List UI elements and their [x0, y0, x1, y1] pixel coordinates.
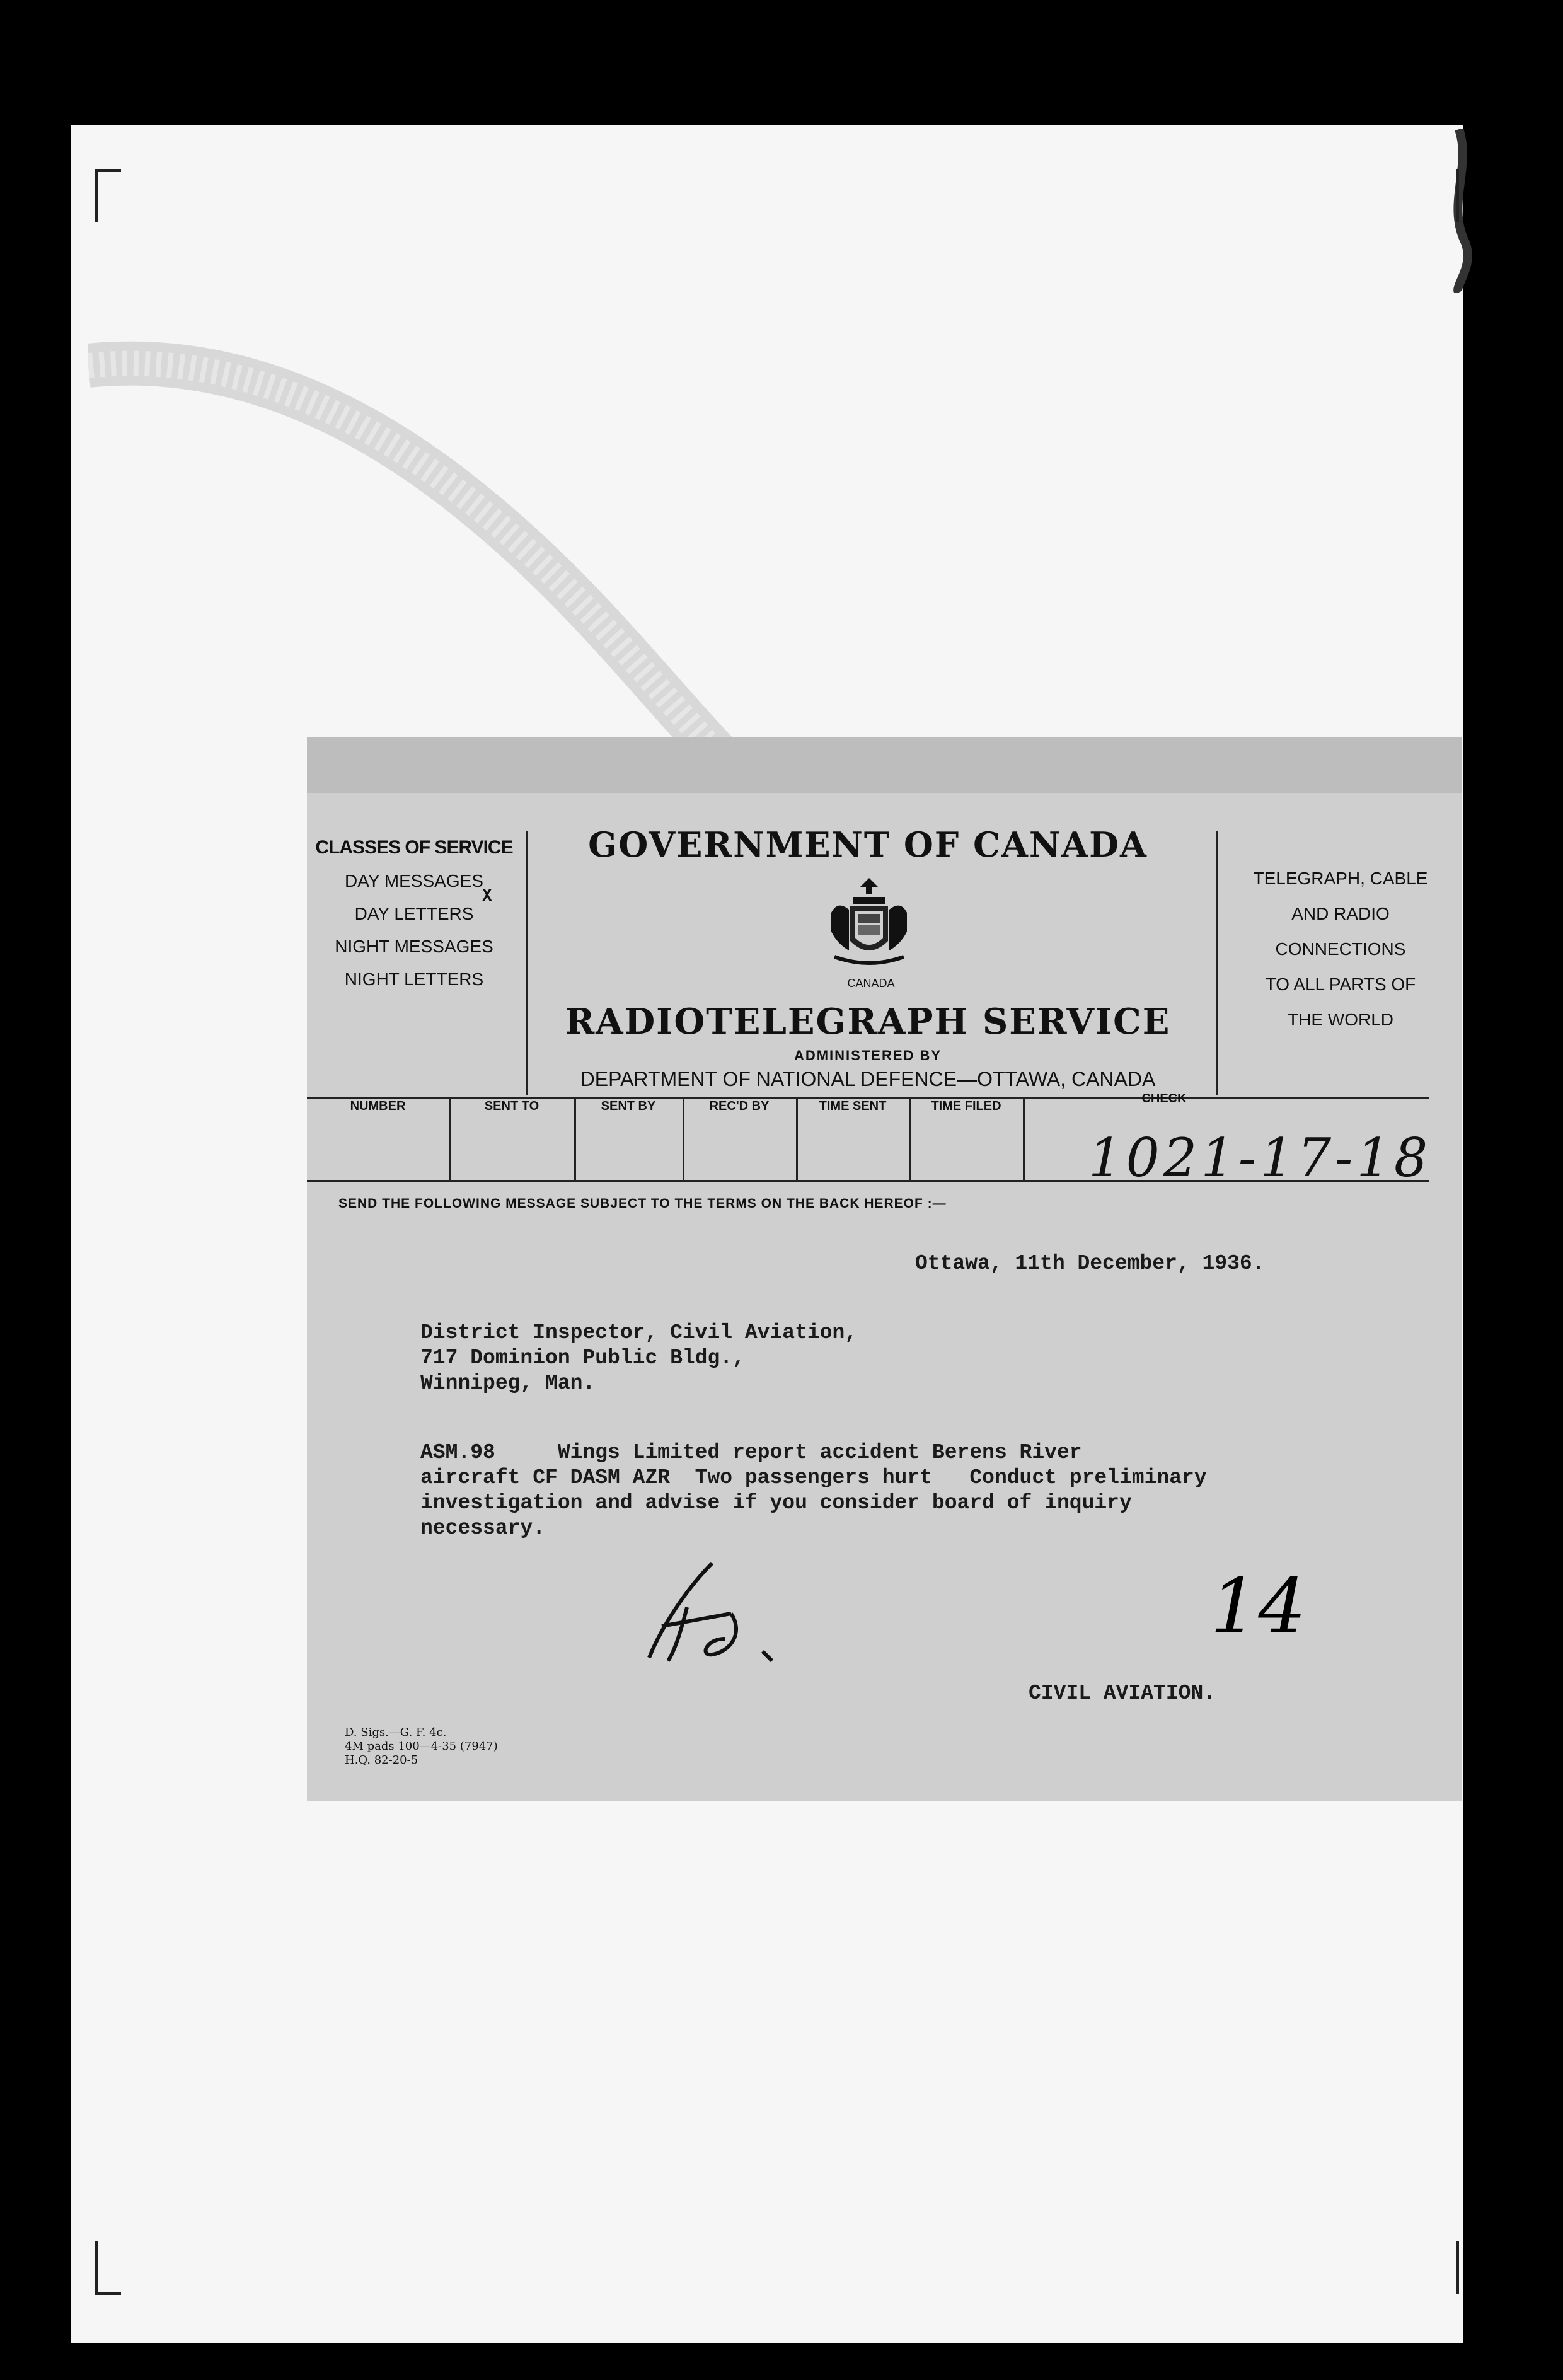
address-line: 717 Dominion Public Bldg., [420, 1346, 745, 1370]
column-sent-by: SENT BY [601, 1099, 656, 1113]
edge-stain [1440, 129, 1478, 293]
column-check: CHECK [1141, 1092, 1187, 1106]
class-selection-mark: X [482, 886, 492, 905]
form-shadow [307, 737, 1462, 797]
rope-stain [88, 340, 782, 807]
classes-title: CLASSES OF SERVICE [315, 837, 513, 858]
connections-box [1221, 869, 1460, 1045]
table-top-rule [307, 1097, 1429, 1099]
class-item: NIGHT MESSAGES [335, 937, 493, 956]
body-line: necessary. [420, 1516, 546, 1540]
form-code-line: 4M pads 100—4-35 (7947) [345, 1740, 498, 1753]
check-number-handwritten: 1021-17-18 [1088, 1127, 1432, 1189]
body-line: aircraft CF DASM AZR Two passengers hurt Conduct preliminary [420, 1466, 1207, 1489]
column-time-filed: TIME FILED [931, 1099, 1001, 1113]
connections-line: THE WORLD [1288, 1010, 1393, 1029]
column-time-sent: TIME SENT [819, 1099, 887, 1113]
crop-mark-top-right [1456, 169, 1459, 222]
signature-initial: 14 [1210, 1563, 1306, 1651]
crop-mark-top-left-h [95, 169, 121, 172]
form-code-line: D. Sigs.—G. F. 4c. [345, 1726, 447, 1739]
class-item: NIGHT LETTERS [344, 969, 484, 989]
sender-line: CIVIL AVIATION. [1029, 1682, 1216, 1705]
address-line: Winnipeg, Man. [420, 1372, 596, 1395]
department: DEPARTMENT OF NATIONAL DEFENCE—OTTAWA, CANADA [580, 1068, 1156, 1090]
crest-caption: CANADA [847, 977, 895, 990]
divider [1216, 831, 1218, 1095]
administered-by: ADMINISTERED BY [793, 1048, 942, 1063]
send-note: SEND THE FOLLOWING MESSAGE SUBJECT TO THE TERMS ON THE BACK HEREOF :— [338, 1196, 947, 1211]
classes-of-service [307, 837, 521, 1026]
connections-line: TELEGRAPH, CABLE [1253, 869, 1428, 888]
connections-line: TO ALL PARTS OF [1265, 974, 1416, 994]
crop-mark-bottom-left [95, 2241, 98, 2294]
address-line: District Inspector, Civil Aviation, [420, 1321, 858, 1344]
class-item: DAY LETTERS [354, 904, 474, 923]
service-title: RADIOTELEGRAPH SERVICE [565, 1001, 1171, 1043]
government-title: GOVERNMENT OF CANADA [588, 824, 1148, 865]
crop-mark-top-left [95, 169, 98, 222]
column-recd-by: REC'D BY [709, 1099, 770, 1113]
connections-line: AND RADIO [1291, 904, 1390, 923]
class-item: DAY MESSAGES [345, 871, 483, 891]
handwritten-signature [637, 1551, 800, 1670]
column-divider [1023, 1097, 1025, 1182]
coat-of-arms-icon [825, 875, 913, 969]
form-code [345, 1726, 498, 1767]
crop-mark-bottom-left-h [95, 2292, 121, 2295]
body-line: ASM.98 Wings Limited report accident Berens River [420, 1441, 1082, 1464]
connections-line: CONNECTIONS [1275, 939, 1406, 959]
column-sent-to: SENT TO [484, 1099, 539, 1113]
date-line: Ottawa, 11th December, 1936. [915, 1252, 1265, 1275]
form-code-line: H.Q. 82-20-5 [345, 1753, 418, 1767]
column-number: NUMBER [350, 1099, 406, 1113]
crop-mark-bottom-right [1456, 2241, 1459, 2294]
body-line: investigation and advise if you consider board of inquiry [420, 1491, 1132, 1515]
